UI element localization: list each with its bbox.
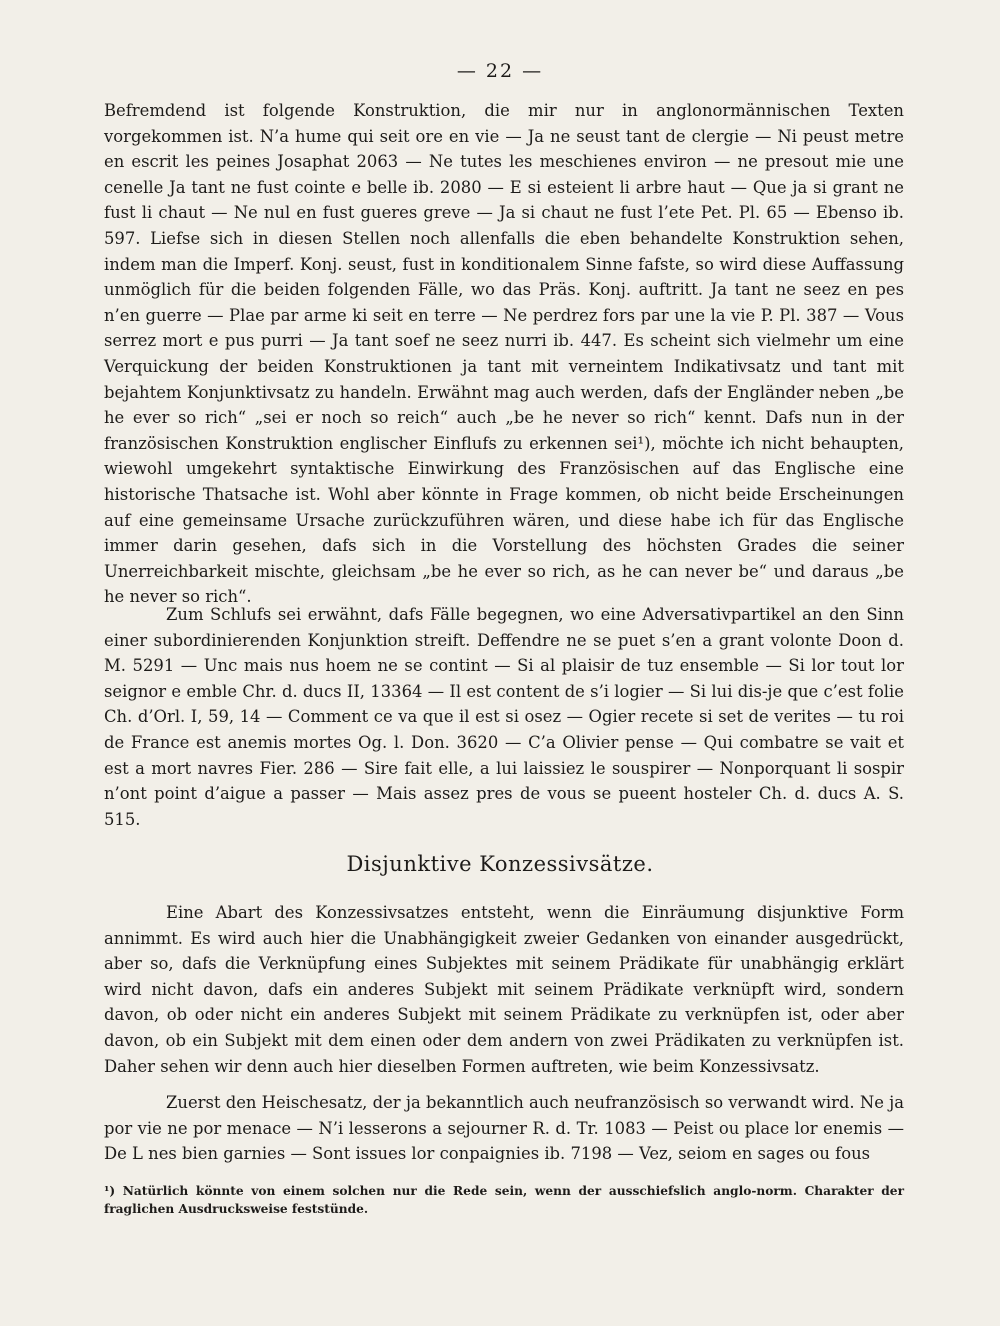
- paragraph-1: Befremdend ist folgende Konstruktion, die mir nur in anglonormännischen Texten vorgekommen ist. N’a hume qui seit ore en vie — Ja ne seust tant de clergie — Ni peust metre en escrit les peines Josaphat 2063 — Ne tutes les meschienes environ — ne presout mie une cenelle Ja tant ne fust cointe e belle ib. 2080 — E si esteient li arbre haut — Que ja si grant ne fust li chaut — Ne nul en fust gueres greve — Ja si chaut ne fust l’ete Pet. Pl. 65 — Ebenso ib. 597. Liefse sich in diesen Stellen noch allenfalls die eben behandelte Konstruktion sehen, indem man die Imperf. Konj. seust, fust in konditionalem Sinne fafste, so wird diese Auffassung unmöglich für die beiden folgenden Fälle, wo das Präs. Konj. auftritt. Ja tant ne seez en pes n’en guerre — Plae par arme ki seit en terre — Ne perdrez fors par une la vie P. Pl. 387 — Vous serrez mort e pus purri — Ja tant soef ne seez nurri ib. 447. Es scheint sich vielmehr um eine Verquickung der beiden Konstruktionen ja tant mit verneintem Indikativsatz und tant mit bejahtem Konjunktivsatz zu handeln. Erwähnt mag auch werden, dafs der Engländer neben „be he ever so rich“ „sei er noch so reich“ auch „be he never so rich“ kennt. Dafs nun in der französischen Konstruktion englischer Einflufs zu erkennen sei¹), möchte ich nicht behaupten, wiewohl umgekehrt syntaktische Einwirkung des Französischen auf das Englische eine historische Thatsache ist. Wohl aber könnte in Frage kommen, ob nicht beide Erscheinungen auf eine gemeinsame Ursache zurückzuführen wären, und diese habe ich für das Englische immer darin gesehen, dafs sich in die Vorstellung des höchsten Grades die seiner Unerreichbarkeit mischte, gleichsam „be he ever so rich, as he can never be“ und daraus „be he never so rich“.: [104, 101, 904, 607]
- page-number: — 22 —: [456, 60, 544, 82]
- section-heading: Disjunktive Konzessivsätze.: [346, 852, 654, 876]
- paragraph-4: Zuerst den Heischesatz, der ja bekanntlich auch neufranzösisch so verwandt wird. Ne ja por vie ne por menace — N’i lesserons a sejourner R. d. Tr. 1083 — Peist ou place lor enemis — De L nes bien garnies — Sont issues lor conpaignies ib. 7198 — Vez, seiom en sages ou fous: [104, 1093, 904, 1164]
- paragraph-3: Eine Abart des Konzessivsatzes entsteht, wenn die Einräumung disjunktive Form annimmt. Es wird auch hier die Unabhängigkeit zweier Gedanken von einander ausgedrückt, aber so, dafs die Verknüpfung eines Subjektes mit seinem Prädikate für unabhängig erklärt wird nicht davon, dafs ein anderes Subjekt mit seinem Prädikate verknüpft wird, sondern davon, ob oder nicht ein anderes Subjekt mit seinem Prädikate zu verknüpfen ist, oder aber davon, ob ein Subjekt mit dem einen oder dem andern von zwei Prädikaten zu verknüpfen ist. Daher sehen wir denn auch hier dieselben Formen auftreten, wie beim Konzessivsatz.: [104, 903, 904, 1076]
- paragraph-2: Zum Schlufs sei erwähnt, dafs Fälle begegnen, wo eine Adversativpartikel an den Sinn einer subordinierenden Konjunktion streift. Deffendre ne se puet s’en a grant volonte Doon d. M. 5291 — Unc mais nus hoem ne se contint — Si al plaisir de tuz ensemble — Si lor tout lor seignor e emble Chr. d. ducs II, 13364 — Il est content de s’i logier — Si lui dis-je que c’est folie Ch. d’Orl. I, 59, 14 — Comment ce va que il est si osez — Ogier recete si set de verites — tu roi de France est anemis mortes Og. l. Don. 3620 — C’a Olivier pense — Qui combatre se vait et est a mort navres Fier. 286 — Sire fait elle, a lui laissiez le souspirer — Nonporquant li sospir n’ont point d’aigue a passer — Mais assez pres de vous se pueent hosteler Ch. d. ducs A. S. 515.: [104, 605, 904, 829]
- footnote: ¹) Natürlich könnte von einem solchen nur die Rede sein, wenn der ausschiefslich anglo-norm. Charakter der fraglichen Ausdrucksweise feststünde.: [104, 1184, 904, 1216]
